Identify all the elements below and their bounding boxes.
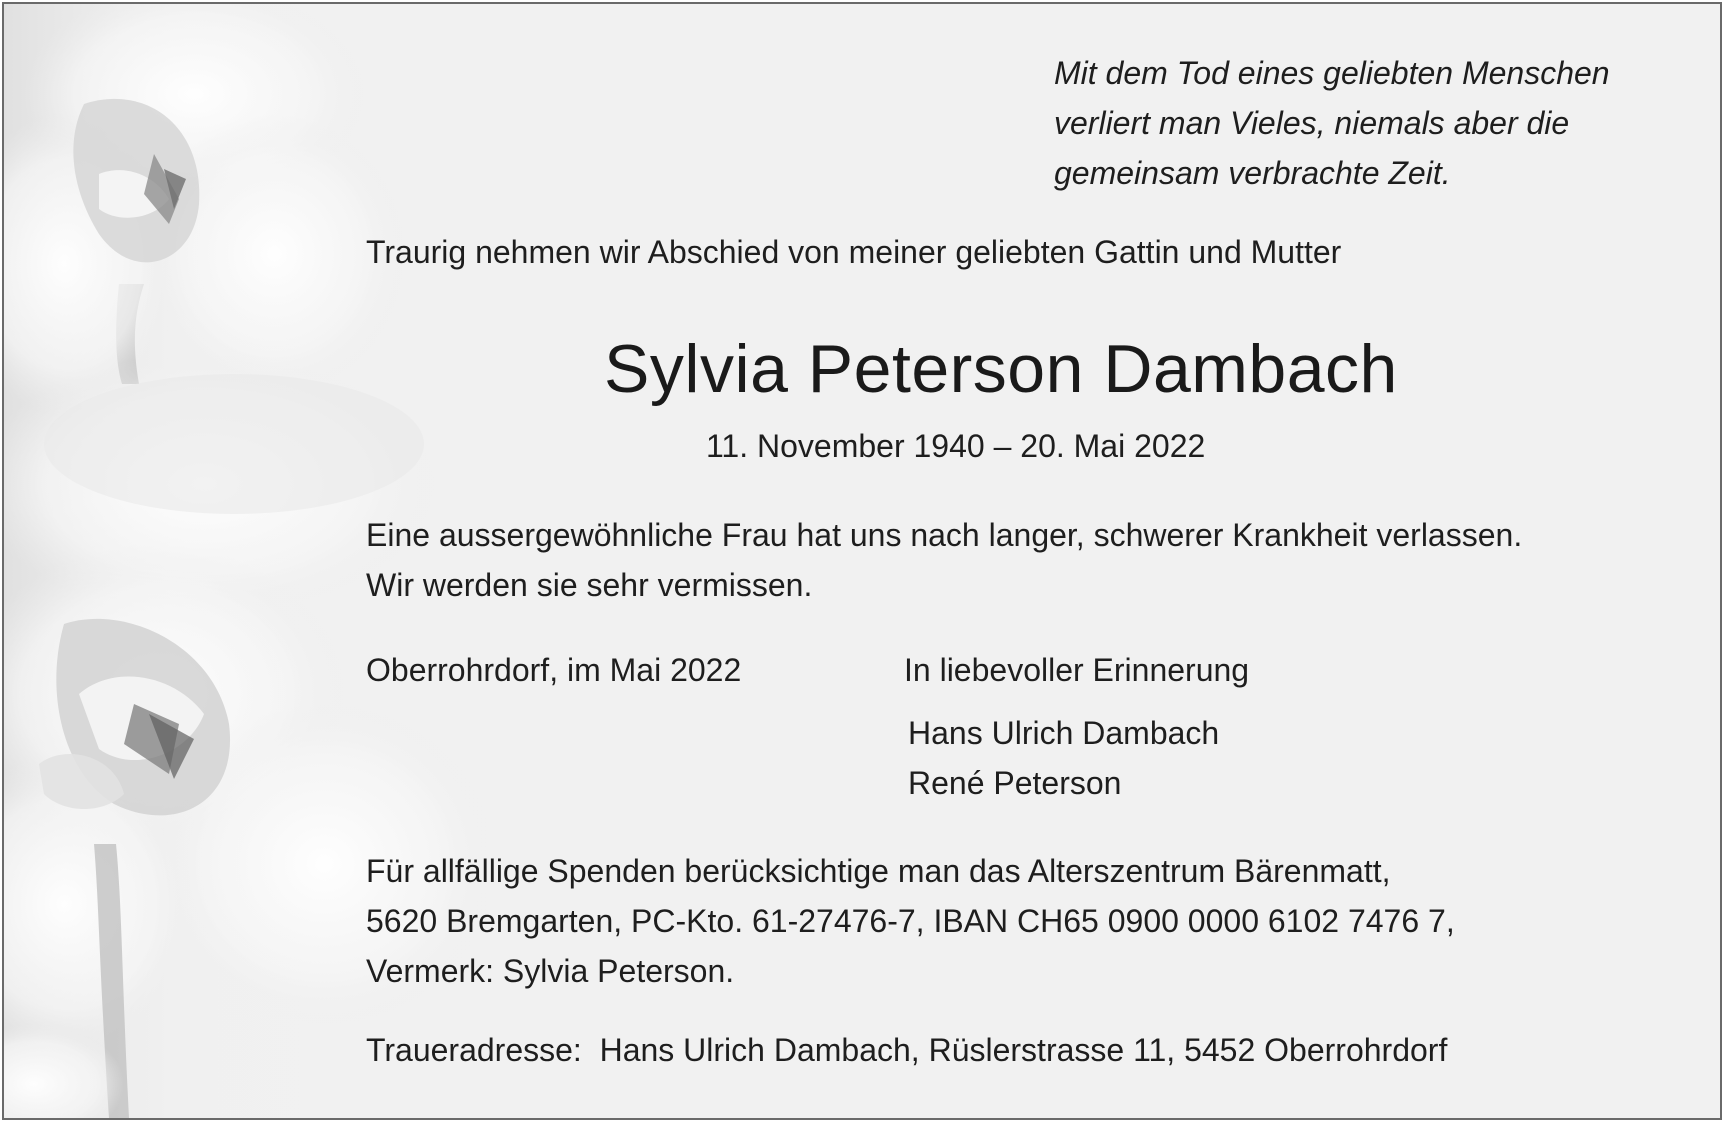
mourning-address: Traueradresse: Hans Ulrich Dambach, Rüslerstrasse 11, 5452 Oberrohrdorf [366, 1032, 1448, 1068]
life-dates: 11. November 1940 – 20. Mai 2022 [706, 428, 1206, 464]
memory-heading: In liebevoller Erinnerung [904, 652, 1250, 688]
message-line: Eine aussergewöhnliche Frau hat uns nach langer, schwerer Krankheit verlassen. [366, 517, 1523, 553]
verse-line: gemeinsam verbrachte Zeit. [1054, 155, 1451, 191]
farewell-message [366, 510, 1522, 610]
verse-line: verliert man Vieles, niemals aber die [1054, 105, 1570, 141]
donation-line: Für allfällige Spenden berücksichtige man das Alterszentrum Bärenmatt, [366, 853, 1391, 889]
mourners-list [908, 708, 1219, 808]
verse-quote [1054, 48, 1610, 198]
place-date: Oberrohrdorf, im Mai 2022 [366, 652, 742, 688]
donation-line: 5620 Bremgarten, PC-Kto. 61-27476-7, IBAN CH65 0900 0000 6102 7476 7, [366, 903, 1455, 939]
donation-line: Vermerk: Sylvia Peterson. [366, 953, 735, 989]
verse-line: Mit dem Tod eines geliebten Menschen [1054, 55, 1610, 91]
intro-text: Traurig nehmen wir Abschied von meiner geliebten Gattin und Mutter [366, 234, 1342, 270]
obituary-card [2, 2, 1722, 1120]
donation-note [366, 846, 1455, 996]
mourner-name: Hans Ulrich Dambach [908, 715, 1220, 751]
deceased-name: Sylvia Peterson Dambach [604, 331, 1398, 407]
mourner-name: René Peterson [908, 765, 1122, 801]
message-line: Wir werden sie sehr vermissen. [366, 567, 813, 603]
